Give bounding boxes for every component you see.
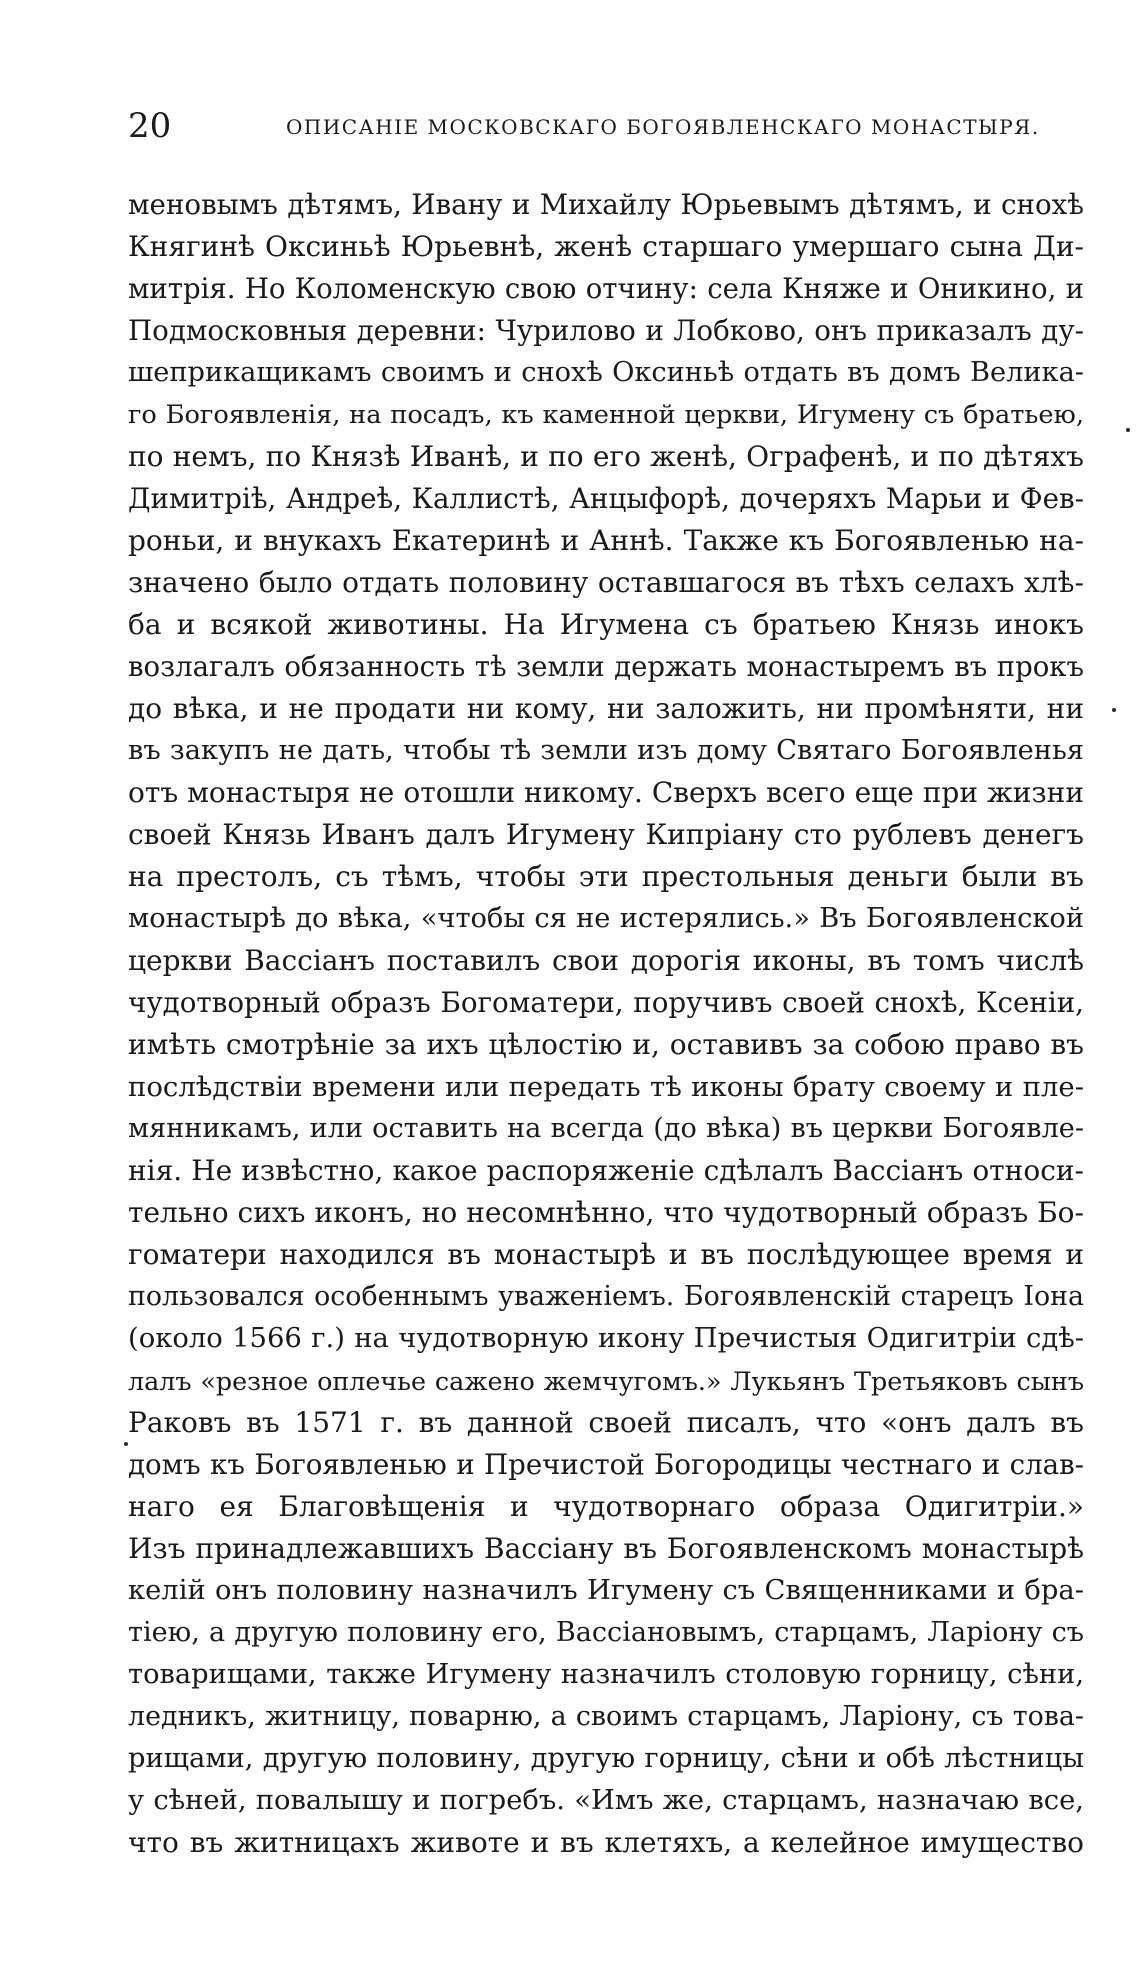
text-line: Димитріѣ, Андреѣ, Каллистѣ, Анцыфорѣ, дочеряхъ Марьи и Фев- [128, 482, 1084, 515]
running-title: ОПИСАНІЕ МОСКОВСКАГО БОГОЯВЛЕНСКАГО МОНАСТЫРЯ. [286, 115, 1040, 139]
text-line: Изъ принадлежавшихъ Вассіану въ Богоявленскомъ монастырѣ [128, 1532, 1084, 1565]
text-line: возлагалъ обязанность тѣ земли держать монастыремъ въ прокъ [128, 651, 1084, 683]
text-line: нія. Не извѣстно, какое распоряженіе сдѣлалъ Вассіанъ относи- [128, 1154, 1084, 1187]
text-line: ледникъ, житницу, поварню, а своимъ старцамъ, Ларіону, съ това- [128, 1701, 1084, 1732]
text-line: своей Князь Иванъ далъ Игумену Кипріану сто рублевъ денегъ [128, 818, 1084, 851]
text-line: имѣть смотрѣніе за ихъ цѣлостію и, оставивъ за собою право въ [128, 1028, 1084, 1061]
text-line: (около 1566 г.) на чудотворную икону Пречистыя Одигитріи сдѣ- [128, 1323, 1084, 1354]
text-line: монастырѣ до вѣка, «чтобы ся не истерялись.» Въ Богоявленской [128, 903, 1084, 934]
text-line: тіею, а другую половину его, Вассіановымъ, старцамъ, Ларіону съ [128, 1617, 1084, 1648]
text-line: Княгинѣ Оксиньѣ Юрьевнѣ, женѣ старшаго умершаго сына Ди- [128, 230, 1084, 263]
body-text [128, 184, 1084, 1864]
text-line: послѣдствіи времени или передать тѣ иконы брату своему и пле- [128, 1071, 1084, 1103]
text-line: у сѣней, повалышу и погребъ. «Имъ же, старцамъ, назначаю все, [128, 1785, 1084, 1816]
text-line: ба и всякой животины. На Игумена съ братьею Князь инокъ [128, 608, 1084, 641]
text-line: Раковъ въ 1571 г. въ данной своей писалъ, что «онъ далъ въ [128, 1406, 1084, 1439]
running-head [128, 104, 1084, 148]
text-line: чудотворный образъ Богоматери, поручивъ своей снохѣ, Ксеніи, [128, 986, 1084, 1019]
text-line: мянникамъ, или оставить на всегда (до вѣка) въ церкви Богоявле- [128, 1113, 1084, 1144]
text-line: по немъ, по Князѣ Иванѣ, и по его женѣ, Ографенѣ, и по дѣтяхъ [128, 440, 1084, 473]
text-line: домъ къ Богоявленью и Пречистой Богородицы честнаго и слав- [128, 1448, 1084, 1481]
print-speck [1126, 428, 1130, 432]
text-line: до вѣка, и не продати ни кому, ни заложить, ни промѣняти, ни [128, 692, 1084, 725]
text-line: тельно сихъ иконъ, но несомнѣнно, что чудотворный образъ Бо- [128, 1196, 1084, 1229]
text-line: шеприкащикамъ своимъ и снохѣ Оксиньѣ отдать въ домъ Велика- [128, 357, 1084, 388]
print-speck [1112, 708, 1116, 712]
text-line: гоматери находился въ монастырѣ и въ послѣдующее время и [128, 1238, 1084, 1271]
text-line: наго ея Благовѣщенія и чудотворнаго образа Одигитріи.» [128, 1490, 1084, 1523]
text-line: отъ монастыря не отошли никому. Сверхъ всего еще при жизни [128, 776, 1084, 809]
text-line: меновымъ дѣтямъ, Ивану и Михайлу Юрьевымъ дѣтямъ, и снохѣ [128, 188, 1084, 221]
page-number: 20 [128, 106, 172, 146]
text-line: на престолъ, съ тѣмъ, чтобы эти престольныя деньги были въ [128, 860, 1084, 893]
text-line: значено было отдать половину оставшагося въ тѣхъ селахъ хлѣ- [128, 566, 1084, 599]
text-line: рищами, другую половину, другую горницу, сѣни и обѣ лѣстницы [128, 1743, 1084, 1774]
text-line: митрія. Но Коломенскую свою отчину: села Княже и Оникино, и [128, 273, 1084, 305]
text-line: церкви Вассіанъ поставилъ свои дорогія иконы, въ томъ числѣ [128, 944, 1084, 977]
text-line: что въ житницахъ животе и въ клетяхъ, а келейное имущество [128, 1826, 1084, 1859]
text-line: го Богоявленія, на посадъ, къ каменной церкви, Игумену съ братьею, [128, 400, 1084, 430]
text-line: Подмосковныя деревни: Чурилово и Лобково, онъ приказалъ ду- [128, 314, 1084, 347]
text-line: товарищами, также Игумену назначилъ столовую горницу, сѣни, [128, 1659, 1084, 1690]
print-speck [124, 1442, 128, 1446]
text-line: въ закупъ не дать, чтобы тѣ земли изъ дому Святаго Богоявленья [128, 735, 1084, 766]
text-line: пользовался особеннымъ уваженіемъ. Богоявленскій старецъ Іона [128, 1281, 1084, 1312]
text-line: келій онъ половину назначилъ Игумену съ Священниками и бра- [128, 1575, 1084, 1606]
text-line: роньи, и внукахъ Екатеринѣ и Аннѣ. Также къ Богоявленью на- [128, 524, 1084, 557]
text-line: лалъ «резное оплечье сажено жемчугомъ.» Лукьянъ Третьяковъ сынъ [128, 1366, 1084, 1396]
